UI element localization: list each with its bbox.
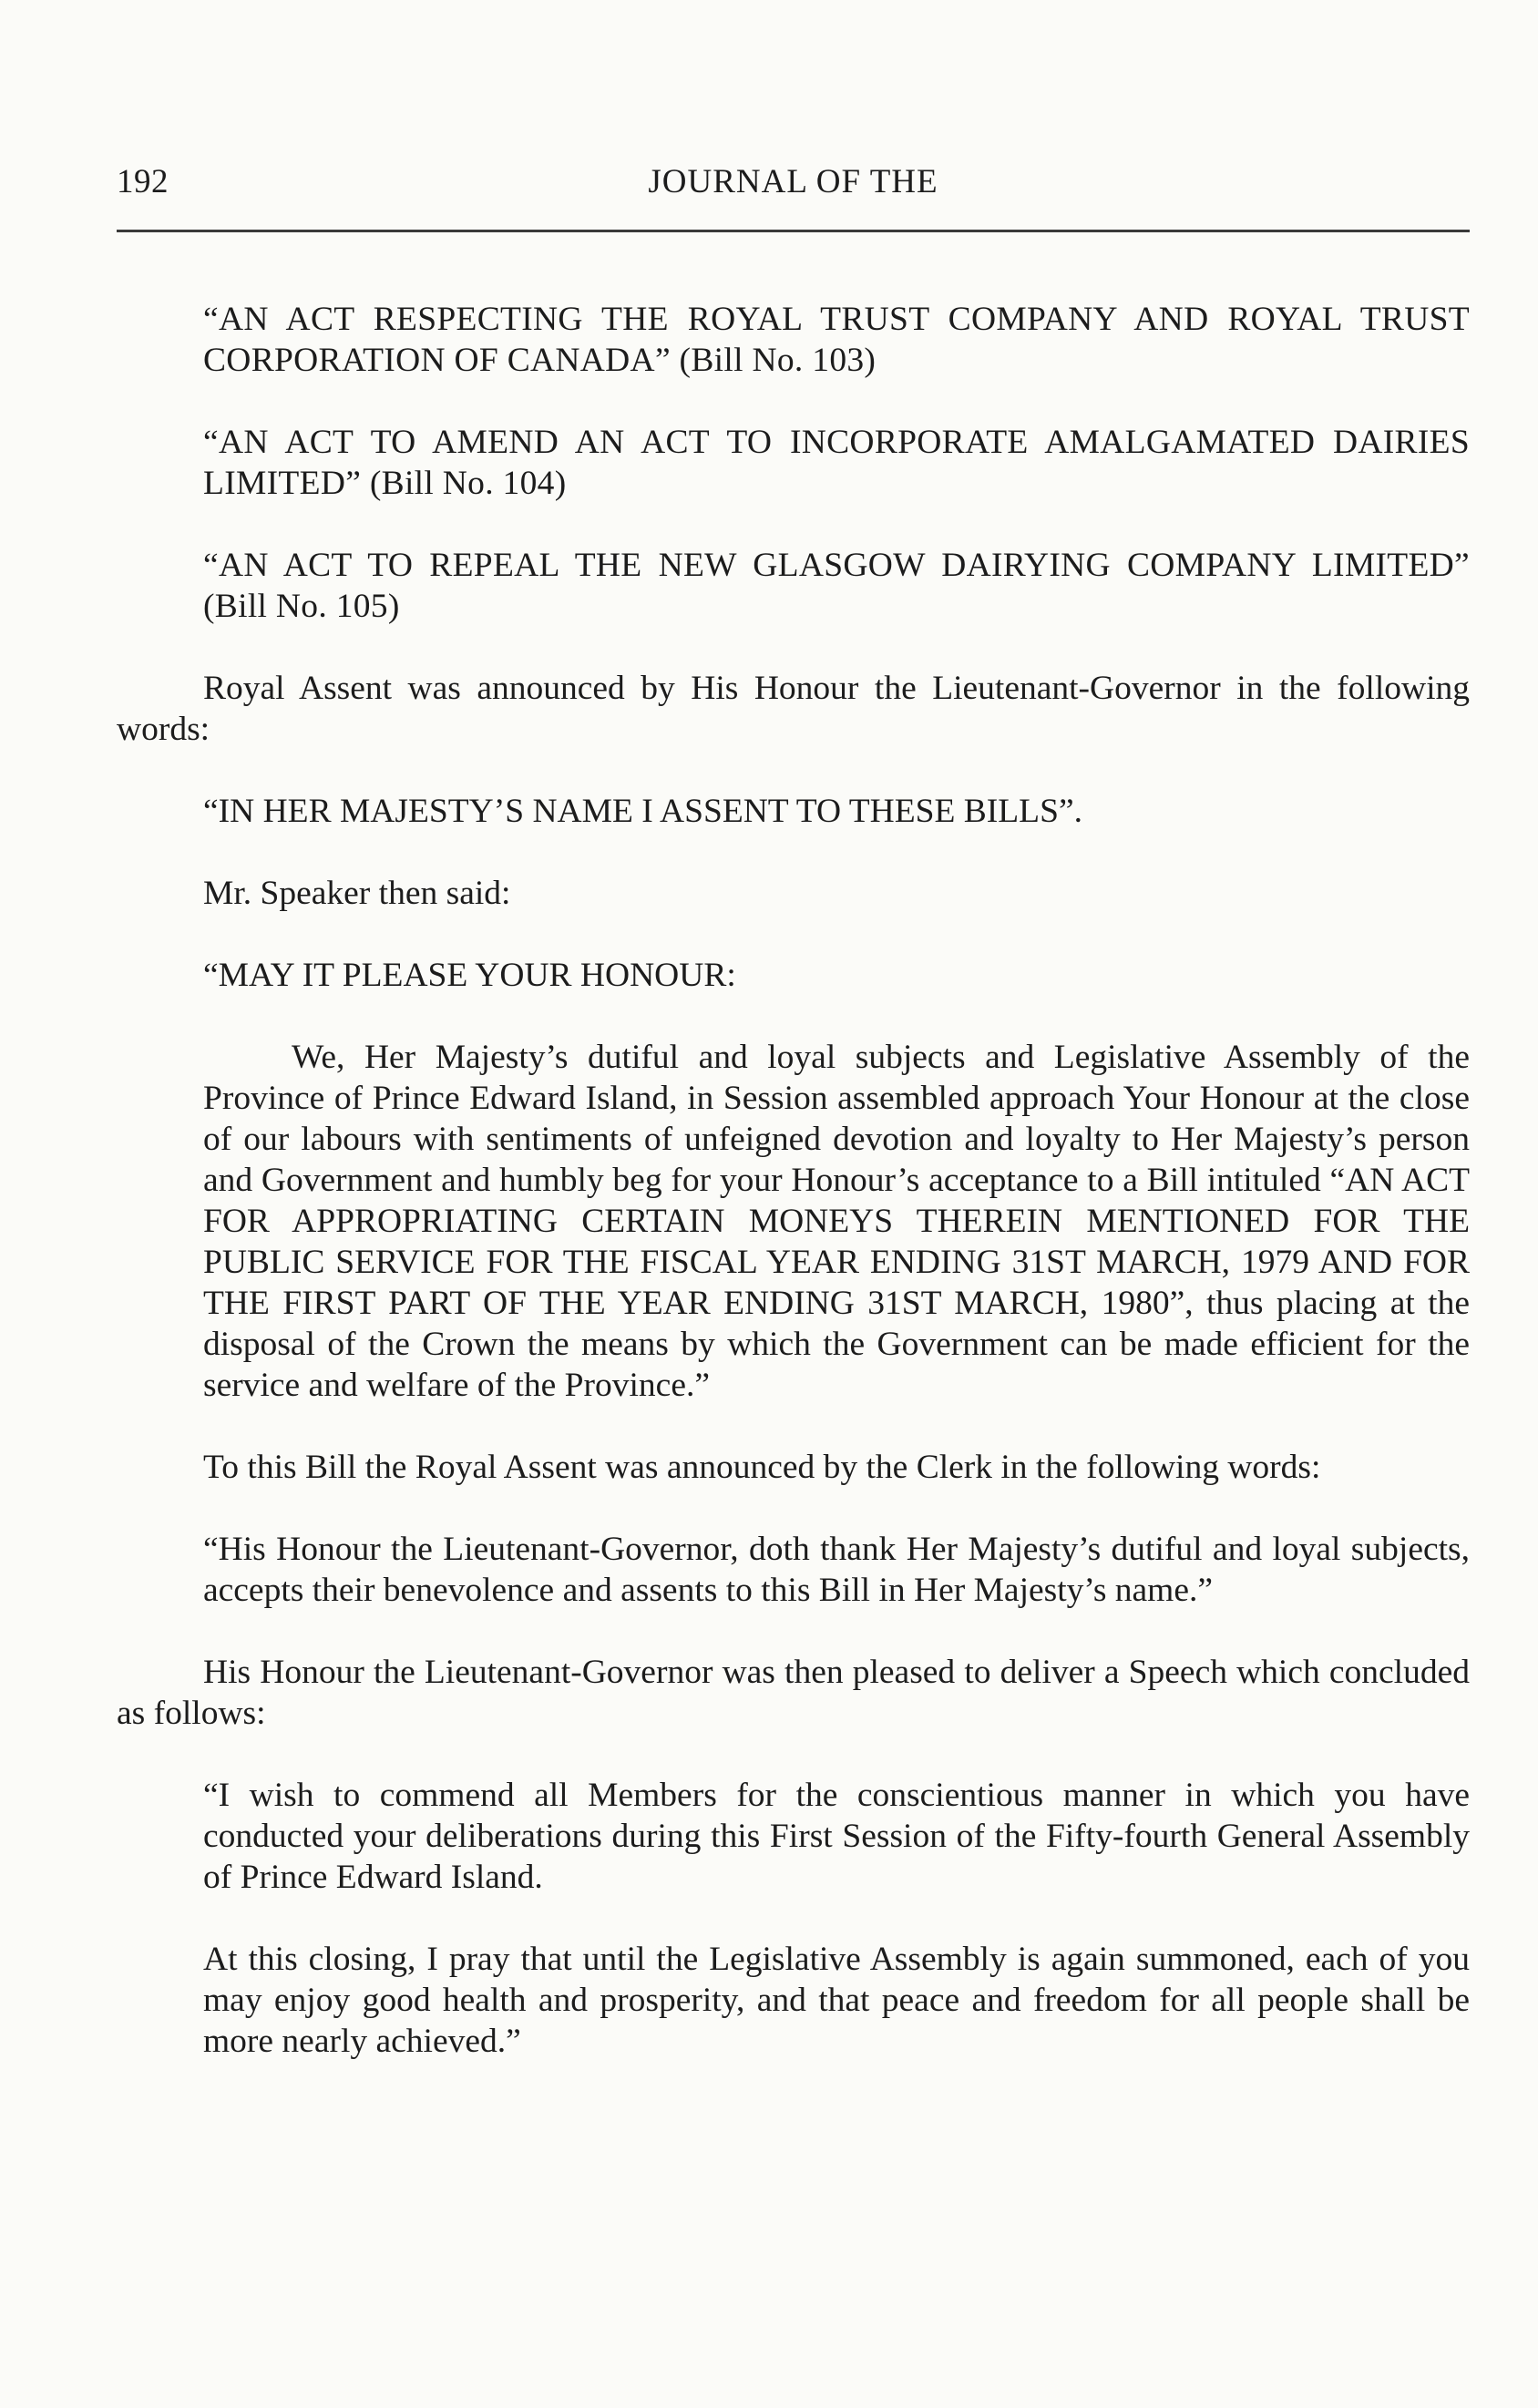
clerk-words: “His Honour the Lieutenant-Governor, doth thank Her Majesty’s dutiful and loyal subjects, accepts their benevolence and assents to this Bill in Her Majesty’s name.” [203,1531,1470,1609]
speech-intro: His Honour the Lieutenant-Governor was then pleased to deliver a Speech which concluded as follows: [117,1654,1470,1732]
bill-title: “AN ACT RESPECTING THE ROYAL TRUST COMPANY AND ROYAL TRUST CORPORATION OF CANADA” (Bill No. 103) [203,301,1470,379]
address-opening: “MAY IT PLEASE YOUR HONOUR: [203,957,736,994]
bill-title: “AN ACT TO AMEND AN ACT TO INCORPORATE AMALGAMATED DAIRIES LIMITED” (Bill No. 104) [203,424,1470,502]
assent-words: “IN HER MAJESTY’S NAME I ASSENT TO THESE BILLS”. [203,793,1082,830]
journal-content [117,299,1470,2062]
page-header [117,162,1470,208]
clerk-intro: To this Bill the Royal Assent was announced by the Clerk in the following words: [203,1449,1321,1486]
running-head: JOURNAL OF THE [648,163,938,200]
bill-title: “AN ACT TO REPEAL THE NEW GLASGOW DAIRYING COMPANY LIMITED” (Bill No. 105) [203,547,1470,625]
page-number: 192 [117,163,169,200]
speaker-said: Mr. Speaker then said: [203,875,511,912]
speech-paragraph: At this closing, I pray that until the Legislative Assembly is again summoned, each of you may enjoy good health and prosperity, and that peace and freedom for all people shall be more nearly achieved.” [203,1941,1470,2060]
speech-paragraph: “I wish to commend all Members for the conscientious manner in which you have conducted your deliberations during this First Session of the Fifty-fourth General Assembly of Prince Edward Island. [203,1777,1470,1896]
address-body: We, Her Majesty’s dutiful and loyal subjects and Legislative Assembly of the Province of Prince Edward Island, in Session assembled approach Your Honour at the close of our labours with sentiments of unfeigned devotion and loyalty to Her Majesty’s person and Government and humbly beg for your Honour’s acceptance to a Bill intituled “AN ACT FOR APPROPRIATING CERTAIN MONEYS THEREIN MENTIONED FOR THE PUBLIC SERVICE FOR THE FISCAL YEAR ENDING 31ST MARCH, 1979 AND FOR THE FIRST PART OF THE YEAR ENDING 31ST MARCH, 1980”, thus placing at the disposal of the Crown the means by which the Government can be made efficient for the service and welfare of the Province.” [203,1039,1470,1404]
royal-assent-intro: Royal Assent was announced by His Honour the Lieutenant-Governor in the following words: [117,670,1470,748]
header-rule [117,230,1470,232]
